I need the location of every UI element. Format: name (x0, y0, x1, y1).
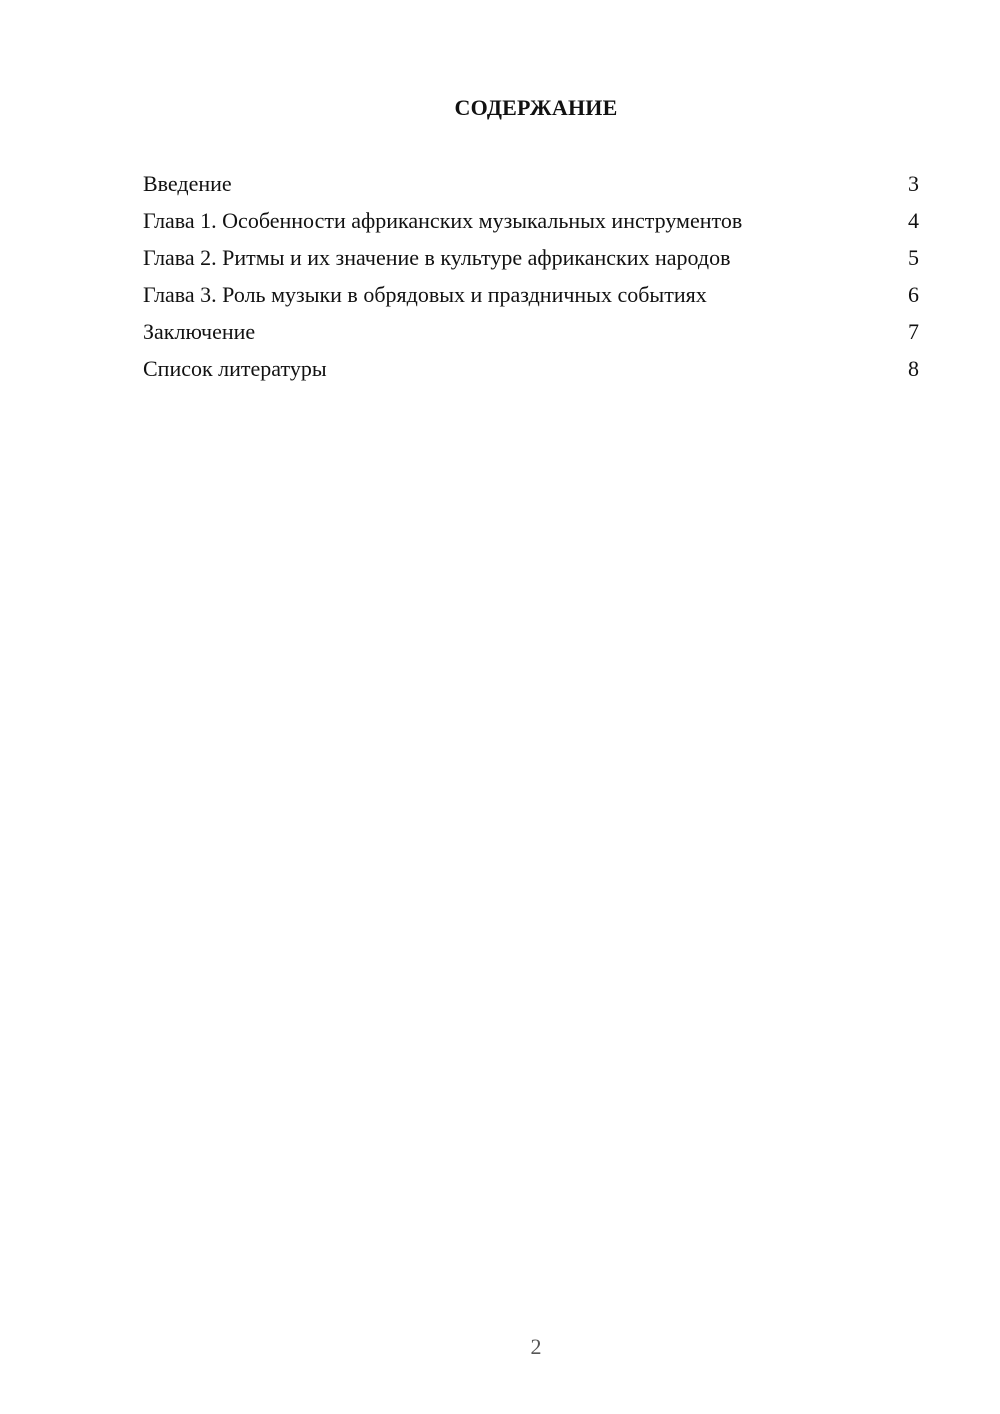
toc-entry-label: Глава 3. Роль музыки в обрядовых и праздничных событиях (143, 282, 707, 307)
toc-entry-chapter-2[interactable] (143, 242, 919, 279)
toc-entry-page: 7 (908, 319, 919, 344)
page-number: 2 (530, 1334, 542, 1359)
toc-entry-introduction[interactable] (143, 168, 919, 205)
toc-entry-page: 5 (908, 245, 919, 270)
toc-entry-page: 6 (908, 282, 919, 307)
toc-entry-page: 8 (908, 356, 919, 381)
toc-entry-page: 3 (908, 171, 919, 196)
toc-entry-chapter-3[interactable] (143, 279, 919, 316)
toc-entry-label: Список литературы (143, 356, 327, 381)
toc-entry-chapter-1[interactable] (143, 205, 919, 242)
toc-entry-conclusion[interactable] (143, 316, 919, 353)
toc-entry-label: Заключение (143, 319, 256, 344)
toc-entry-label: Глава 1. Особенности африканских музыкальных инструментов (143, 208, 743, 233)
toc-entry-label: Глава 2. Ритмы и их значение в культуре африканских народов (143, 245, 731, 270)
page-title: СОДЕРЖАНИЕ (454, 95, 618, 120)
toc-entry-references[interactable] (143, 353, 919, 390)
table-of-contents (143, 168, 919, 390)
toc-entry-page: 4 (908, 208, 919, 233)
toc-entry-label: Введение (143, 171, 232, 196)
